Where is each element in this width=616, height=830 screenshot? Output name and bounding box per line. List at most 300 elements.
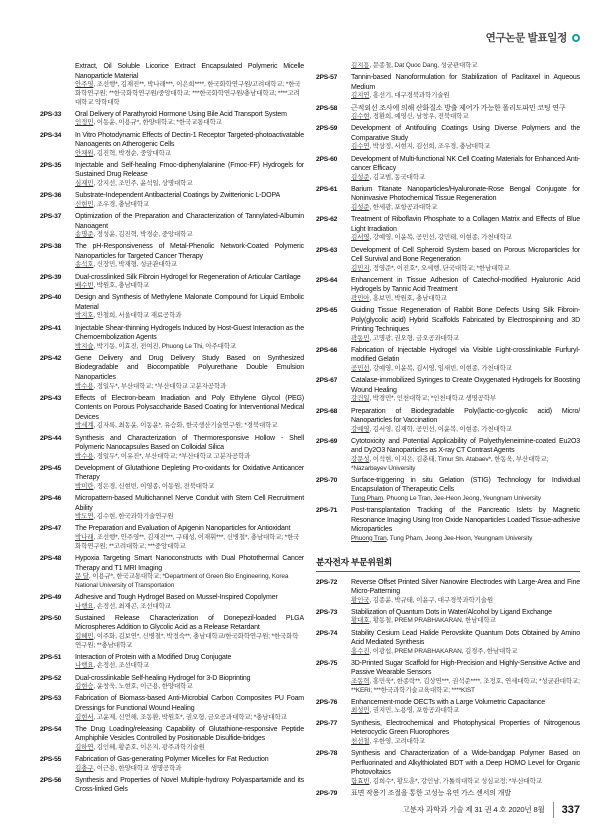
entry-coauthors: , 정일두*, 부산대학교; *부산대학교 고분자공학과 — [93, 382, 227, 390]
page-footer — [403, 802, 581, 819]
program-entry — [40, 324, 304, 352]
entry-first-author: 천선철 — [351, 737, 370, 745]
entry-first-author: 김현승 — [75, 683, 94, 691]
entry-authors — [75, 201, 304, 210]
entry-body — [351, 124, 580, 152]
entry-title: Synthesis and Properties of Novel Multiple-hydroxy Polyaspartamide and its Cross-linked Gels — [75, 776, 304, 794]
entry-title: Treatment of Riboflavin Phosphate to a Collagen Matrix and Effects of Blue Light Irradiation — [351, 216, 580, 233]
entry-first-author: 황인국 — [351, 596, 370, 604]
program-entry — [316, 124, 580, 152]
entry-first-author: 김현서 — [75, 713, 94, 721]
entry-authors — [75, 765, 304, 774]
entry-title: 3D-Printed Sugar Scaffold for High-Precision and Highly-Sensitive Active and Passive Wearable Sensors — [351, 659, 580, 677]
program-entry — [316, 346, 580, 374]
entry-body — [351, 476, 580, 504]
entry-body — [351, 789, 580, 796]
entry-first-author: 신현민 — [75, 200, 94, 208]
entry-code: 2PS-76 — [316, 698, 338, 706]
entry-authors — [351, 295, 580, 304]
entry-body — [351, 306, 580, 343]
entry-body — [75, 464, 304, 492]
entry-coauthors: , 문종철, Dat Quoc Dang, 성균관대학교 — [369, 62, 478, 69]
entry-body — [351, 719, 580, 747]
entry-coauthors: , 강지선, 조민주, 윤석일, 상명대학교 — [93, 179, 193, 187]
entry-authors — [351, 535, 580, 544]
entry-code: 2PS-42 — [40, 354, 62, 362]
entry-coauthors: , 이동윤, 이용규*, 한양대학교; *한국교통대학교 — [93, 119, 222, 127]
entry-first-author: 김수현 — [351, 113, 370, 121]
entry-body — [75, 653, 304, 671]
entry-code: 2PS-58 — [316, 104, 338, 112]
entry-coauthors: , 조선행*, 안주영**, 김재진***, 구태성, 이재휘***, 신병철*, 충남대학교; *한국화학연구원; **고려대학교; ***중앙대학교 — [75, 533, 300, 550]
entry-title: Enhancement in Tissue Adhesion of Catechol-modified Hyaluronic Acid Hydrogels by Tannic Acid Treatment — [351, 276, 580, 294]
entry-first-author: 공민선 — [351, 364, 370, 372]
entry-code: 2PS-44 — [40, 434, 62, 442]
entry-title: Development of Multi-functional NK Cell Coating Materials for Enhanced Anti-cancer Efficacy — [351, 155, 580, 173]
entry-title: Stabilization of Quantum Dots in Water/Alcohol by Ligand Exchange — [351, 608, 552, 616]
entry-coauthors: , 김수현, 한국과학기술연구원 — [93, 513, 174, 521]
entry-coauthors: , 김인혜, 황준호, 이은지, 광주과학기술원 — [93, 743, 205, 751]
program-entry — [40, 725, 304, 753]
entry-code: 2PS-63 — [316, 246, 338, 254]
entry-coauthors: , 이광섭, PREM PRABHAKARAN, 김경주, 한남대학교 — [369, 647, 518, 655]
entry-title: Effects of Electron-beam Irradiation and Poly Ethylene Glycol (PEG) Contents on Porous Polysaccharide Based Coating for Interventional Medical Devices — [75, 394, 304, 421]
entry-first-author: Tung Pham — [351, 494, 384, 502]
entry-code: 2PS-68 — [316, 407, 338, 415]
entry-code: 2PS-56 — [40, 776, 62, 784]
entry-body — [351, 407, 580, 435]
entry-authors — [351, 92, 580, 101]
entry-coauthors: , 이용규*, 한국교통대학교; *Department of Green Bio Engineering, Korea National University of Transportation — [75, 573, 289, 589]
entry-coauthors: , 김종윤, 박규태, 이윤구, 대구경북과학기술원 — [369, 596, 493, 604]
entry-body — [351, 749, 580, 786]
entry-coauthors: , 홍민욱*, 한종락**, 김상연***, 권석준****, 조정호, 연세대학교; *성균관대학교; **KERI; ***한국과학기술교육대학교; ****KIST — [351, 677, 580, 694]
entry-coauthors: , 조우경, 충남대학교 — [93, 200, 150, 208]
entry-code: 2PS-36 — [40, 192, 62, 200]
entry-code: 2PS-37 — [40, 212, 62, 220]
page-header — [486, 30, 580, 45]
program-entry — [40, 653, 304, 671]
program-entry — [316, 789, 580, 796]
entry-body — [75, 494, 304, 522]
entry-authors — [75, 119, 304, 128]
entry-coauthors: , 손정선, 최재곤, 조선대학교 — [93, 602, 171, 610]
entry-coauthors: , 정환희, 예영신, 남창우, 전북대학교 — [369, 113, 469, 121]
entry-first-author: 인정민 — [75, 119, 94, 127]
entry-title: The pH-Responsiveness of Metal-Phenolic Network-Coated Polymeric Nanoparticles for Targeted Cancer Therapy — [75, 243, 304, 260]
entry-body — [75, 110, 304, 128]
entry-body — [75, 694, 304, 722]
entry-title: Synthesis and Characterization of Thermoresponsive Hollow - Shell Polymeric Nanocapsules Based on Colloidal Silica — [75, 434, 304, 452]
entry-first-author: 박수용 — [75, 452, 94, 460]
program-entry — [40, 614, 304, 651]
entry-authors — [351, 204, 580, 213]
entry-first-author: 김서영 — [351, 234, 370, 242]
entry-title: The Preparation and Evaluation of Apigenin Nanoparticles for Antioxidant — [75, 525, 291, 533]
entry-authors — [351, 597, 580, 606]
entry-body — [75, 524, 304, 551]
entry-first-author: 박지호 — [75, 312, 94, 320]
entry-authors — [75, 282, 304, 291]
entry-coauthors: , 강예영, 이윤복, 공민선, 강민태, 이현종, 가천대학교 — [369, 234, 512, 242]
entry-title: Synthesis and Characterization of a Wide-bandgap Polymer Based on Perfluorinated and Alkylthiolated BDT with a Deep HOMO Level for Organic Photovoltaics — [351, 750, 580, 777]
entry-authors — [351, 678, 580, 696]
entry-coauthors: , 정은경, 신현빈, 이영종, 이동원, 전북대학교 — [93, 482, 215, 490]
entry-coauthors: , 박기동, 이효진, 전여진, Phuong Le Thi, 아주대학교 — [93, 342, 236, 350]
entry-title: Post-transplantation Tracking of the Pancreatic Islets by Magnetic Resonance Imaging Using Iron Oxide Nanoparticles Loaded Tissue-adhesive Microparticles — [351, 507, 580, 534]
entry-title: Optimization of the Preparation and Characterization of Tannylated-Albumin Nanoagent — [75, 212, 304, 230]
entry-coauthors: , 정성윤, 김진혁, 박경순, 중앙대학교 — [93, 231, 193, 239]
entry-body — [351, 608, 580, 626]
entry-coauthors: , 정영준*, 이진호*, 오세행, 단국대학교; *한남대학교 — [369, 264, 510, 272]
program-entry — [316, 155, 580, 183]
entry-body — [351, 155, 580, 183]
entry-body — [75, 755, 304, 773]
entry-coauthors: , 안철희, 서울대학교 재료공학과 — [93, 312, 182, 320]
entry-code: 2PS-60 — [316, 155, 338, 163]
entry-code: 2PS-49 — [40, 594, 62, 602]
entry-title: Hypoxia Targeting Smart Nanoconstructs with Dual Photothermal Cancer Therapy and T1 MRI Imaging — [75, 555, 304, 572]
entry-first-author: 안주영 — [75, 81, 94, 89]
program-columns — [40, 62, 580, 796]
program-entry — [316, 608, 580, 626]
program-entry — [40, 464, 304, 492]
entry-authors — [75, 662, 304, 671]
entry-body — [75, 293, 304, 321]
program-entry — [316, 749, 580, 786]
entry-authors — [75, 453, 304, 462]
entry-body — [351, 104, 580, 122]
entry-code: 2PS-59 — [316, 125, 338, 133]
entry-coauthors: , Phuong Le Tran, Jee-Heon Jeong, Yeungnam University — [383, 494, 541, 502]
entry-body — [75, 212, 304, 240]
entry-authors — [75, 483, 304, 492]
entry-title: 표면 작용기 조절을 통한 고성능 유연 가스 센서의 개발 — [351, 789, 511, 796]
entry-first-author: 박미란 — [75, 482, 94, 490]
program-entry — [40, 354, 304, 391]
program-entry — [40, 394, 304, 431]
entry-authors — [75, 343, 304, 352]
entry-authors — [351, 648, 580, 657]
entry-code: 2PS-53 — [40, 695, 62, 703]
entry-body — [351, 376, 580, 404]
entry-first-author: 박나래 — [75, 533, 94, 541]
entry-authors — [75, 81, 304, 107]
program-entry — [316, 476, 580, 504]
program-entry — [40, 161, 304, 189]
entry-body — [75, 131, 304, 159]
entry-coauthors: , 박상정, 서현지, 김선희, 조우경, 충남대학교 — [369, 143, 491, 151]
entry-coauthors: , 우한영, 고려대학교 — [369, 737, 426, 745]
entry-body — [351, 346, 580, 374]
entry-coauthors: , 김자록, 최동윤, 이동윤*, 유승화, 한국생산기술연구원; *경북대학교 — [93, 422, 278, 430]
entry-authors — [75, 744, 304, 753]
entry-body — [351, 185, 580, 213]
entry-coauthors: , 조선행*, 김재진**, 박나래***, 이은희****, 한국화학연구원/고려대학교; *한국화학연구원; **한국화학연구원/중앙대학교; ***한국화학연구원/충남대학교; ****고려대학교 약학대학 — [75, 81, 301, 106]
entry-body — [75, 273, 304, 291]
entry-authors — [351, 456, 580, 474]
entry-code: 2PS-57 — [316, 74, 338, 82]
entry-authors — [351, 234, 580, 243]
entry-coauthors: , 이석현, 이지은, 김춘태, Timur Sh. Atabaev*, 한동욱, 부산대학교; *Nazarbayev University — [351, 455, 549, 472]
entry-title: Adhesive and Tough Hydrogel Based on Mussel-Inspired Copolymer — [75, 594, 278, 602]
entry-first-author: 강건일 — [351, 395, 370, 403]
entry-first-author: 김지연 — [351, 92, 370, 100]
entry-title: Substrate-Independent Antibacterial Coatings by Zwitterionic L-DOPA — [75, 192, 280, 200]
entry-code: 2PS-75 — [316, 659, 338, 667]
entry-coauthors: , Tung Pham, Jeong Jee-Heon, Yeungnam University — [386, 534, 533, 542]
entry-body — [75, 191, 304, 209]
program-entry — [40, 434, 304, 462]
program-entry — [40, 62, 304, 107]
entry-code: 2PS-72 — [316, 578, 338, 586]
entry-body — [75, 434, 304, 462]
entry-title: Injectable and Self-healing Fmoc-diphenylalanine (Fmoc-FF) Hydrogels for Sustained Drug Release — [75, 161, 304, 179]
entry-code: 2PS-45 — [40, 464, 62, 472]
entry-body — [351, 698, 580, 716]
program-entry — [40, 110, 304, 128]
entry-coauthors: , 강예영, 이윤복, 김서영, 임새빈, 이현종, 가천대학교 — [369, 364, 512, 372]
program-entry — [40, 131, 304, 159]
entry-body — [351, 578, 580, 606]
entry-code — [316, 62, 346, 71]
entry-title: Guiding Tissue Regeneration of Rabbit Bone Defects Using Silk Fibroin-Poly(glycolic acid) Hybrid Scaffolds Fabricated by Electrospinning and 3D Printing Techniques — [351, 307, 580, 334]
program-entry — [316, 276, 580, 304]
program-entry — [316, 376, 580, 404]
entry-title: Fabrication of Gas-generating Polymer Micelles for Fat Reduction — [75, 756, 269, 764]
entry-authors — [75, 633, 304, 651]
entry-authors — [75, 231, 304, 240]
entry-code: 2PS-51 — [40, 653, 62, 661]
entry-coauthors: , 김서영, 김재학, 공민선, 이윤복, 이현종, 가천대학교 — [369, 425, 512, 433]
entry-code: 2PS-79 — [316, 789, 338, 796]
entry-code: 2PS-77 — [316, 719, 338, 727]
entry-title: Interaction of Protein with a Modified Drug Conjugate — [75, 653, 232, 661]
entry-coauthors: , 이근용, 한양대학교 생명공학과 — [93, 764, 182, 772]
entry-code: 2PS-35 — [40, 161, 62, 169]
entry-coauthors: , 박경민*, 인천대학교; *인천대학교 생명공학부 — [369, 395, 497, 403]
program-entry — [40, 524, 304, 551]
program-entry — [316, 578, 580, 606]
entry-title: Enhancement-mode OECTs with a Large Volumetric Capacitance — [351, 698, 546, 706]
program-entry — [316, 215, 580, 243]
entry-coauthors: , 홍보민, 박원호, 충남대학교 — [369, 294, 447, 302]
entry-authors — [75, 180, 304, 189]
footer-page-number: 337 — [553, 802, 580, 819]
entry-body — [351, 62, 580, 71]
entry-title: Development of Antifouling Coatings Using Diverse Polymers and the Comparative Study — [351, 125, 580, 142]
entry-body — [351, 437, 580, 474]
program-entry — [40, 293, 304, 321]
entry-authors — [351, 365, 580, 374]
entry-body — [351, 629, 580, 657]
entry-first-author: 조동혁 — [351, 677, 370, 685]
entry-authors — [75, 683, 304, 692]
entry-title: Gene Delivery and Drug Delivery Study Based on Synthesized Biodegradable and Biocompatible Polyurethane Double Emulsion Nanoparticles — [75, 354, 304, 381]
entry-authors — [351, 335, 580, 344]
header-ring-icon — [572, 34, 580, 42]
entry-coauthors: , 한세광, 포항공과대학교 — [369, 203, 438, 211]
entry-coauthors: , 이주화, 김보연*, 신병철*, 박정숙**, 충남대학교/한국화학연구원; *한국화학연구원; **충남대학교 — [75, 632, 299, 649]
entry-first-author: 송명준 — [75, 231, 94, 239]
entry-body — [75, 62, 304, 107]
entry-first-author: 배수빈 — [75, 282, 94, 290]
program-entry — [40, 494, 304, 522]
entry-coauthors: , 박원호, 충남대학교 — [93, 282, 150, 290]
entry-authors — [351, 495, 580, 504]
entry-first-author: 박지슬 — [75, 342, 94, 350]
entry-body — [75, 394, 304, 431]
entry-title: Tannin-based Nanoformulation for Stabilization of Paclitaxel in Aqueous Medium — [351, 74, 580, 91]
entry-code: 2PS-74 — [316, 629, 338, 637]
entry-coauthors: , 윤창욱, 노현호, 이근용, 한양대학교 — [93, 683, 193, 691]
entry-authors — [351, 395, 580, 404]
program-entry — [316, 73, 580, 101]
entry-title: Dual-crosslinkable Self-healing Hydrogel for 3-D Bioprinting — [75, 674, 251, 682]
entry-title: Reverse Offset Printed Silver Nanowire Electrodes with Large-Area and Fine Micro-Patterning — [351, 578, 580, 596]
entry-code: 2PS-43 — [40, 394, 62, 402]
entry-code: 2PS-66 — [316, 346, 338, 354]
program-entry — [40, 273, 304, 291]
entry-coauthors: , 고명광, 권오형, 금오공과대학교 — [369, 334, 460, 342]
program-entry — [316, 306, 580, 343]
entry-first-author: 박수용 — [75, 382, 94, 390]
entry-authors — [351, 738, 580, 747]
footer-journal-info: 고분자 과학과 기술 제 31 권 4 호 2020년 8월 — [402, 805, 545, 815]
entry-authors — [75, 261, 304, 270]
entry-body — [75, 614, 304, 651]
entry-first-author: 심재민 — [75, 179, 94, 187]
entry-first-author: Phuong Tran — [351, 534, 387, 542]
entry-code: 2PS-34 — [40, 131, 62, 139]
program-entry — [40, 694, 304, 722]
entry-code: 2PS-54 — [40, 725, 62, 733]
program-entry — [316, 407, 580, 435]
entry-first-author: 나행요 — [75, 662, 94, 670]
entry-code: 2PS-55 — [40, 756, 62, 764]
entry-code: 2PS-73 — [316, 608, 338, 616]
entry-body — [75, 324, 304, 352]
entry-first-author: 홍수진 — [351, 647, 370, 655]
entry-title: Stability Cesium Lead Halide Perovskite Quantum Dots Obtained by Amino Acid Mediated Synthesis — [351, 629, 580, 647]
entry-first-author: 강예영 — [351, 425, 370, 433]
program-entry — [316, 698, 580, 716]
entry-first-author: 김충구 — [75, 764, 94, 772]
entry-first-author: 박도연 — [75, 513, 94, 521]
entry-authors — [75, 422, 304, 431]
entry-coauthors: , 홍선기, 대구경북과학기술원 — [369, 92, 450, 100]
entry-first-author: 김성준 — [351, 173, 370, 181]
entry-code: 2PS-52 — [40, 674, 62, 682]
program-entry — [316, 246, 580, 274]
entry-body — [75, 554, 304, 591]
entry-authors — [75, 150, 304, 159]
entry-title: Design and Synthesis of Methylene Malonate Compound for Liquid Embolic Material — [75, 294, 304, 311]
entry-code: 2PS-39 — [40, 273, 62, 281]
entry-first-author: 곽동민 — [351, 334, 370, 342]
entry-title: 근적외선 조사에 의해 산화질소 방출 제어가 가능한 폴리도파민 코팅 연구 — [351, 104, 566, 112]
section-header-molecular-electronics: 분자전자 부문위원회 — [316, 555, 580, 572]
program-entry — [40, 212, 304, 240]
program-entry — [316, 719, 580, 747]
entry-title: Extract, Oil Soluble Licorice Extract Encapsulated Polymeric Micelle Nanoparticle Material — [75, 63, 304, 80]
entry-first-author: 최성민 — [351, 707, 370, 715]
entry-first-author: 강문성 — [351, 455, 370, 463]
entry-title: Synthesis, Electrochemical and Photophysical Properties of Nitrogenous Heterocyclic Green Fluorophores — [351, 719, 580, 737]
entry-title: Preparation of Biodegradable Poly(lactic-co-glycolic acid) Micro/ Nanoparticles for Vaccination — [351, 407, 580, 425]
entry-code: 2PS-41 — [40, 324, 62, 332]
entry-code: 2PS-40 — [40, 294, 62, 302]
entry-first-author: 함효빈 — [351, 777, 370, 785]
program-entry — [316, 629, 580, 657]
entry-title: Barium Titanate Nanoparticles/Hyaluronate-Rose Bengal Conjugate for Noninvasive Photochemical Tissue Regeneration — [351, 185, 580, 203]
entry-first-author: 곽민아 — [351, 294, 370, 302]
entry-code: 2PS-78 — [316, 750, 338, 758]
entry-body — [75, 674, 304, 692]
program-column-right — [316, 62, 580, 796]
entry-authors — [75, 573, 304, 591]
entry-coauthors: , 신장민, 박재형, 성균관대학교 — [93, 261, 177, 269]
entry-first-author: 안채원 — [75, 149, 94, 157]
entry-body — [351, 73, 580, 101]
entry-code: 2PS-62 — [316, 216, 338, 224]
entry-first-author: 김민지 — [351, 264, 370, 272]
entry-title: Injectable Shear-thinning Hydrogels Induced by Host-Guest Interaction as the Chemoembolization Agents — [75, 324, 304, 342]
entry-coauthors: , 정일두*, 이유진*, 부산대학교; *부산대학교 고분자공학과 — [93, 452, 251, 460]
program-entry — [316, 659, 580, 696]
entry-first-author: 김하연 — [75, 743, 94, 751]
entry-first-author: 황대호 — [351, 617, 370, 625]
program-entry — [316, 62, 580, 71]
entry-body — [351, 246, 580, 274]
entry-authors — [75, 312, 304, 321]
entry-first-author: 나행요 — [75, 602, 94, 610]
entry-title: Catalase-immobilized Syringes to Create Oxygenated Hydrogels for Boosting Wound Healing — [351, 377, 580, 394]
entry-code: 2PS-67 — [316, 377, 338, 385]
program-entry — [40, 674, 304, 692]
entry-title: Oral Delivery of Parathyroid Hormone Using Bile Acid Transport System — [75, 110, 287, 118]
entry-code: 2PS-61 — [316, 185, 338, 193]
program-column-left — [40, 62, 304, 796]
entry-authors — [351, 62, 580, 71]
entry-coauthors: , 권지민, 노용영, 포항공과대학교 — [369, 707, 460, 715]
entry-coauthors: , 고윤제, 신언해, 조동환, 박원호*, 권오형, 금오공과대학교; *충남대학교 — [93, 713, 287, 721]
entry-title: Fabrication of Biomass-based Anti-Microbial Carbon Composites PU Foam Dressings for Functional Wound Healing — [75, 695, 304, 712]
entry-first-author: 김수연 — [351, 143, 370, 151]
entry-first-author: 송석호 — [75, 261, 94, 269]
entry-body — [75, 161, 304, 189]
entry-body — [75, 593, 304, 611]
entry-code: 2PS-70 — [316, 476, 338, 484]
program-entry — [316, 506, 580, 543]
entry-code: 2PS-71 — [316, 507, 338, 515]
entry-title: Development of Glutathione Depleting Pro-oxidants for Oxidative Anticancer Therapy — [75, 464, 304, 482]
entry-code: 2PS-33 — [40, 110, 62, 118]
program-entry — [40, 755, 304, 773]
entry-coauthors: , 김진혁, 박경순, 중앙대학교 — [93, 149, 171, 157]
entry-authors — [351, 617, 580, 626]
entry-body — [75, 354, 304, 391]
entry-title: The Drug Loading/releasing Capability of Glutathione-responsive Peptide Amphiphile Vesicles Controlled by Positionable Disulfide-bridges — [75, 725, 304, 743]
entry-authors — [351, 174, 580, 183]
program-entry — [316, 185, 580, 213]
entry-title: Sustained Release Characterization of Donepezil-loaded PLGA Microspheres Addition to Glycolic Acid as a Release Retardant — [75, 614, 304, 632]
entry-first-author: 김성준 — [351, 203, 370, 211]
entry-title: Micropattern-based Multichannel Nerve Conduit with Stem Cell Recruitment Ability — [75, 495, 304, 512]
entry-authors — [75, 534, 304, 552]
entry-code: 2PS-50 — [40, 614, 62, 622]
entry-authors — [75, 714, 304, 723]
